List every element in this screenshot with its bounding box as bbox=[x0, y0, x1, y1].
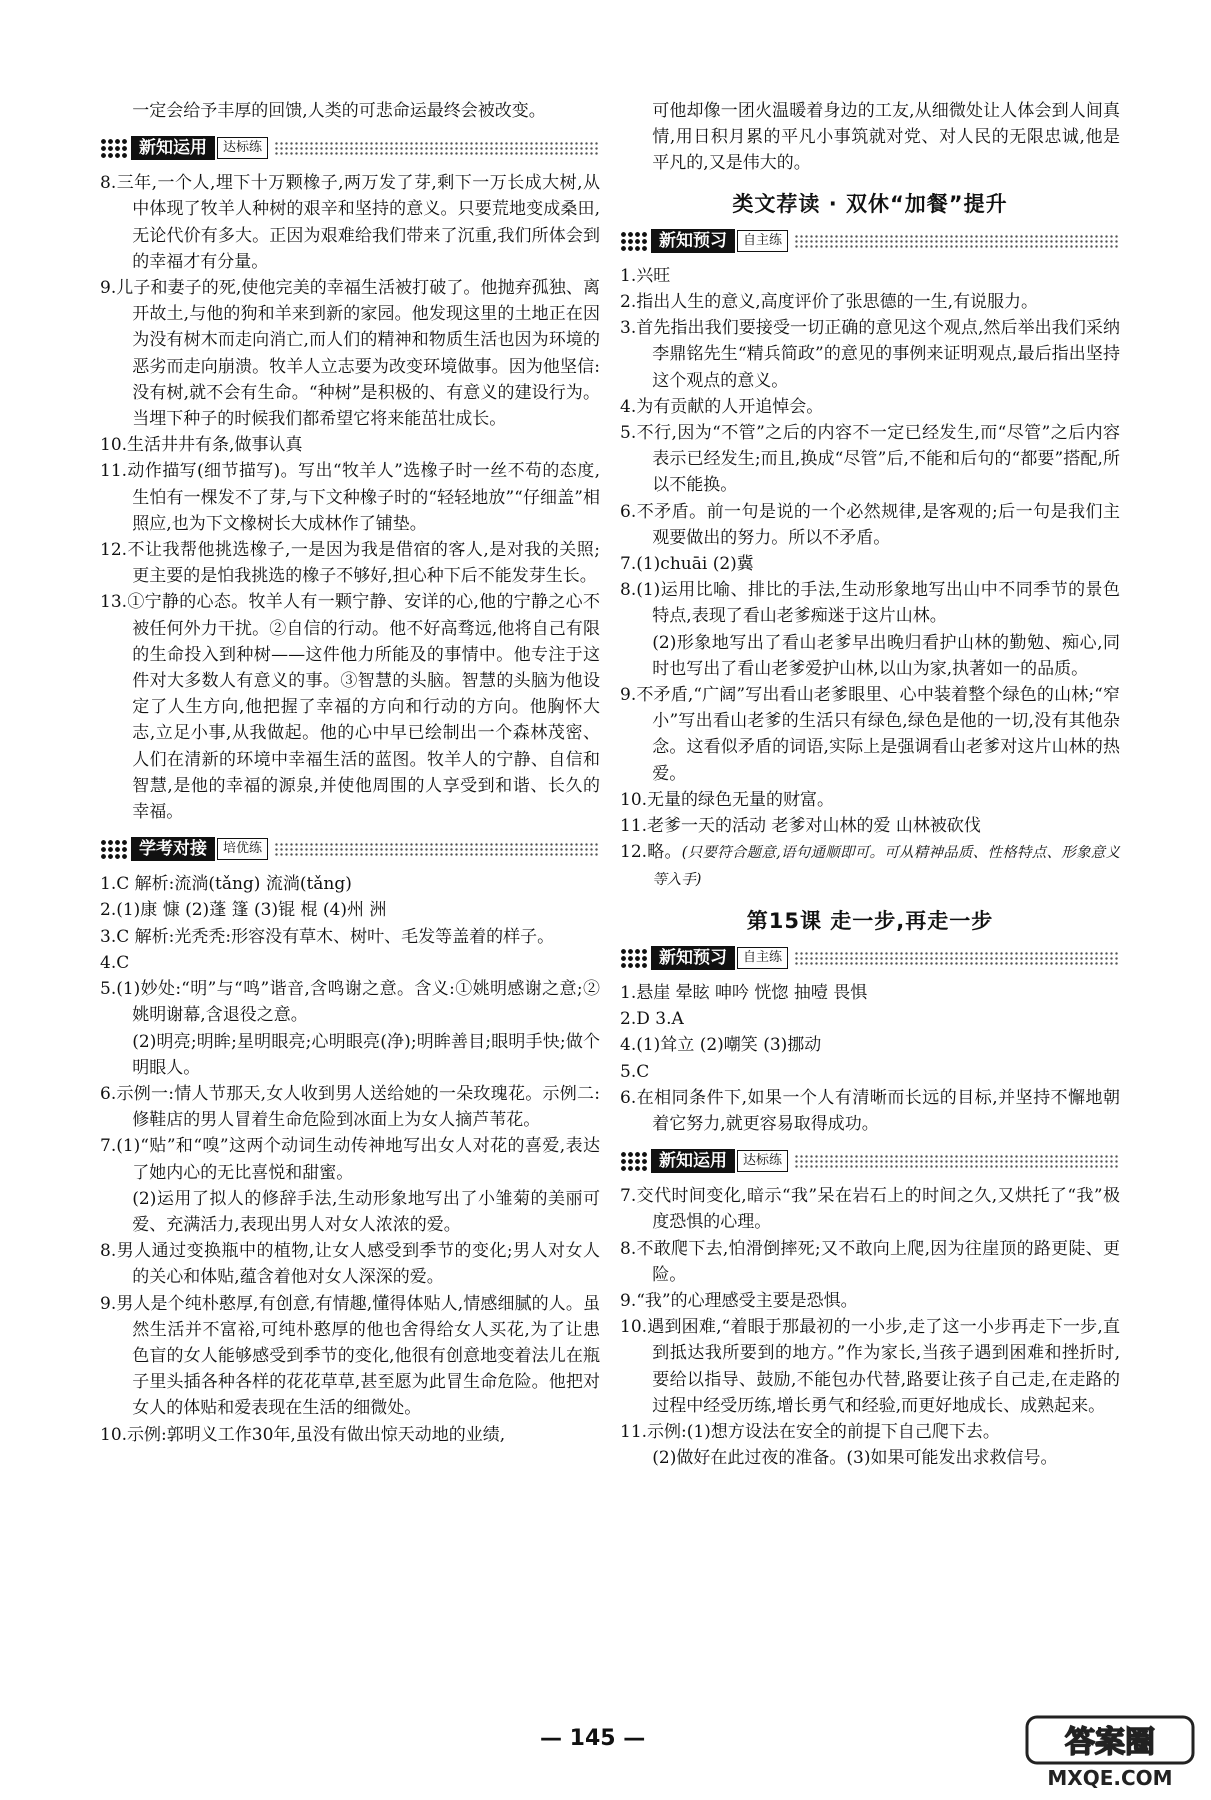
answer-item: 9.“我”的心理感受主要是恐惧。 bbox=[620, 1290, 858, 1311]
dotted-rule bbox=[794, 1154, 1120, 1168]
lesson-title: 第15课 走一步,再走一步 bbox=[746, 908, 994, 933]
answer-item: 11.动作描写(细节描写)。写出“牧羊人”选橡子时一丝不苟的态度,生怕有一棵发不了芽,与下文种橡子时的“轻轻地放”“仔细盖”相照应,也为下文橡树长大成林作了铺垫。 bbox=[100, 461, 600, 534]
answer-item: 8.三年,一个人,埋下十万颗橡子,两万发了芽,剩下一万长成大树,从中体现了牧羊人种树的艰辛和坚持的意义。只要荒地变成桑田,无论代价有多大。正因为艰难给我们带来了沉重,我们所体会到的幸福才有分量。 bbox=[100, 173, 600, 272]
banner-title: 新知运用 bbox=[651, 1149, 735, 1173]
answer-item: 7.(1)chuāi (2)冀 bbox=[620, 554, 754, 575]
dotted-rule bbox=[274, 141, 600, 155]
answer-item: 9.不矛盾,“广阔”写出看山老爹眼里、心中装着整个绿色的山林;“窄小”写出看山老爹的生活只有绿色,绿色是他的一切,没有其他杂念。这看似矛盾的词语,实际上是强调看山老爹对这片山林的热爱。 bbox=[620, 685, 1120, 784]
answer-item: 6.不矛盾。前一句是说的一个必然规律,是客观的;后一句是我们主观要做出的努力。所以不矛盾。 bbox=[620, 501, 1120, 548]
dots-icon bbox=[620, 1151, 648, 1171]
continued-text: 可他却像一团火温暖着身边的工友,从细微处让人体会到人间真情,用日积月累的平凡小事筑就对党、对人民的无限忠诚,他是平凡的,又是伟大的。 bbox=[652, 101, 1120, 174]
answer-item: 3.首先指出我们要接受一切正确的意见这个观点,然后举出我们采纳李鼎铭先生“精兵简政”的意见的事例来证明观点,最后指出坚持这个观点的意义。 bbox=[620, 318, 1120, 391]
answer-item: 1.兴旺 bbox=[620, 265, 671, 286]
answer-item: 2.指出人生的意义,高度评价了张思德的一生,有说服力。 bbox=[620, 292, 1039, 313]
right-column bbox=[620, 98, 1120, 1471]
banner-title: 新知预习 bbox=[651, 946, 735, 970]
intro-text: 一定会给予丰厚的回馈,人类的可悲命运最终会被改变。 bbox=[132, 101, 546, 121]
dots-icon bbox=[620, 948, 648, 968]
answer-item: 3.C 解析:光秃秃:形容没有草木、树叶、毛发等盖着的样子。 bbox=[100, 926, 555, 947]
answer-subitem: (2)做好在此过夜的准备。(3)如果可能发出求救信号。 bbox=[652, 1448, 1058, 1469]
answer-item: 10.遇到困难,“着眼于那最初的一小步,走了这一小步再走下一步,直到抵达我所要到的地方。”作为家长,当孩子遇到困难和挫折时,要给以指导、鼓励,不能包办代替,路要让孩子自己走,在走路的过程中经受历练,增长勇气和经验,而更好地成长、成熟起来。 bbox=[620, 1317, 1120, 1416]
answer-item: 12.不让我帮他挑选橡子,一是因为我是借宿的客人,是对我的关照;更主要的是怕我挑选的橡子不够好,担心种下后不能发芽生长。 bbox=[100, 540, 600, 587]
answer-item: 8.不敢爬下去,怕滑倒摔死;又不敢向上爬,因为往崖顶的路更陡、更险。 bbox=[620, 1238, 1120, 1285]
answer-item: 7.(1)“贴”和“嗅”这两个动词生动传神地写出女人对花的喜爱,表达了她内心的无比喜悦和甜蜜。 bbox=[100, 1136, 600, 1183]
answer-item: 13.①宁静的心态。牧羊人有一颗宁静、安详的心,他的宁静之心不被任何外力干扰。②自信的行动。他不好高骛远,他将自己有限的生命投入到种树——这件他力所能及的事情中。他专注于这件对大多数人有意义的事。③智慧的头脑。智慧的头脑为他设定了人生方向,他把握了幸福的方向和行动的方向。他胸怀大志,立足小事,从我做起。他的心中早已绘制出一个森林茂密、人们在清新的环境中幸福生活的蓝图。牧羊人的宁静、自信和智慧,是他的幸福的源泉,并使他周围的人享受到和谐、长久的幸福。 bbox=[100, 592, 600, 823]
answer-item: 10.示例:郭明义工作30年,虽没有做出惊天动地的业绩, bbox=[100, 1424, 506, 1445]
banner-title: 新知预习 bbox=[651, 229, 735, 253]
answer-item: 1.C 解析:流淌(tǎng) 流淌(tǎng) bbox=[100, 874, 352, 895]
dotted-rule bbox=[274, 842, 600, 856]
page-number: — 145 — bbox=[540, 1726, 646, 1751]
watermark-logo bbox=[1025, 1715, 1195, 1791]
answer-item: 11.老爹一天的活动 老爹对山林的爱 山林被砍伐 bbox=[620, 816, 981, 837]
answer-item: 2.D 3.A bbox=[620, 1009, 684, 1030]
answer-item: 4.(1)耸立 (2)嘲笑 (3)挪动 bbox=[620, 1035, 822, 1056]
section-banner-xinzhi-yuxi bbox=[620, 227, 1120, 255]
answer-item: 9.男人是个纯朴憨厚,有创意,有情趣,懂得体贴人,情感细腻的人。虽然生活并不富裕,可纯朴憨厚的他也舍得给女人买花,为了让患色盲的女人能够感受到季节的变化,他很有创意地变着法儿在瓶子里头插各种各样的花花草草,甚至愿为此冒生命危险。他把对女人的体贴和爱表现在生活的细微处。 bbox=[100, 1293, 600, 1419]
answer-item: 6.示例一:情人节那天,女人收到男人送给她的一朵玫瑰花。示例二:修鞋店的男人冒着生命危险到冰面上为女人摘芦苇花。 bbox=[100, 1083, 600, 1131]
section-banner-xinzhi-yuxi-2 bbox=[620, 944, 1120, 972]
answer-item: 11.示例:(1)想方设法在安全的前提下自己爬下去。 bbox=[620, 1421, 1000, 1442]
dotted-rule bbox=[794, 234, 1120, 248]
banner-tag: 达标练 bbox=[217, 137, 268, 159]
banner-tag: 自主练 bbox=[737, 230, 788, 252]
answer-item: 6.在相同条件下,如果一个人有清晰而长远的目标,并坚持不懈地朝着它努力,就更容易取得成功。 bbox=[620, 1087, 1120, 1134]
answer-note: (只要符合题意,语句通顺即可。可从精神品质、性格特点、形象意义等入手) bbox=[652, 845, 1120, 889]
dots-icon bbox=[100, 138, 128, 158]
answer-text: 12.略。 bbox=[620, 842, 682, 863]
answer-subitem: (2)形象地写出了看山老爹早出晚归看护山林的勤勉、痴心,同时也写出了看山老爹爱护山林,以山为家,执著如一的品质。 bbox=[652, 632, 1120, 679]
answer-item: 5.C bbox=[620, 1061, 650, 1082]
logo-text: 答案圈 bbox=[1065, 1725, 1155, 1760]
answer-item: 8.(1)运用比喻、排比的手法,生动形象地写出山中不同季节的景色特点,表现了看山老爹痴迷于这片山林。 bbox=[620, 580, 1120, 627]
answer-item: 10.生活井井有条,做事认真 bbox=[100, 435, 303, 456]
answer-item: 5.不行,因为“不管”之后的内容不一定已经发生,而“尽管”之后内容表示已经发生;而且,换成“尽管”后,不能和后句的“都要”搭配,所以不能换。 bbox=[620, 423, 1120, 496]
answer-item: 4.为有贡献的人开追悼会。 bbox=[620, 396, 824, 417]
section-title: 类文荐读 · 双休“加餐”提升 bbox=[732, 191, 1008, 216]
banner-tag: 培优练 bbox=[217, 838, 268, 860]
banner-tag: 达标练 bbox=[737, 1150, 788, 1172]
answer-item: 7.交代时间变化,暗示“我”呆在岩石上的时间之久,又烘托了“我”极度恐惧的心理。 bbox=[620, 1186, 1120, 1233]
section-banner-xinzhi-yunyong-2 bbox=[620, 1147, 1120, 1175]
dots-icon bbox=[100, 839, 128, 859]
answer-item bbox=[620, 839, 1120, 893]
logo-url: MXQE.COM bbox=[1047, 1766, 1173, 1790]
answer-subitem: (2)运用了拟人的修辞手法,生动形象地写出了小雏菊的美丽可爱、充满活力,表现出男人对女人浓浓的爱。 bbox=[132, 1188, 600, 1235]
answer-item: 8.男人通过变换瓶中的植物,让女人感受到季节的变化;男人对女人的关心和体贴,蕴含着他对女人深深的爱。 bbox=[100, 1241, 600, 1288]
banner-tag: 自主练 bbox=[737, 947, 788, 969]
answer-item: 5.(1)妙处:“明”与“鸣”谐音,含鸣谢之意。含义:①姚明感谢之意;②姚明谢幕,含退役之意。 bbox=[100, 979, 600, 1026]
answer-item: 9.儿子和妻子的死,使他完美的幸福生活被打破了。他抛弃孤独、离开故土,与他的狗和羊来到新的家园。他发现这里的土地正在因为没有树木而走向消亡,而人们的精神和物质生活也因为环境的恶劣而走向崩溃。牧羊人立志要为改变环境做事。因为他坚信:没有树,就不会有生命。“种树”是积极的、有意义的建设行为。当埋下种子的时候我们都希望它将来能茁壮成长。 bbox=[100, 278, 600, 430]
answer-item: 2.(1)康 慷 (2)蓬 篷 (3)锟 棍 (4)州 洲 bbox=[100, 900, 387, 921]
section-banner-xuekao-duijie bbox=[100, 835, 600, 863]
left-column bbox=[100, 98, 600, 1448]
banner-title: 学考对接 bbox=[131, 837, 215, 861]
dots-icon bbox=[620, 231, 648, 251]
answer-subitem: (2)明亮;明眸;星明眼亮;心明眼亮(净);明眸善目;眼明手快;做个明眼人。 bbox=[132, 1031, 600, 1078]
dotted-rule bbox=[794, 951, 1120, 965]
banner-title: 新知运用 bbox=[131, 136, 215, 160]
answer-item: 1.悬崖 晕眩 呻吟 恍惚 抽噎 畏惧 bbox=[620, 982, 868, 1003]
answer-item: 4.C bbox=[100, 952, 130, 973]
answer-item: 10.无量的绿色无量的财富。 bbox=[620, 789, 835, 810]
section-banner-xinzhi-yunyong bbox=[100, 134, 600, 162]
